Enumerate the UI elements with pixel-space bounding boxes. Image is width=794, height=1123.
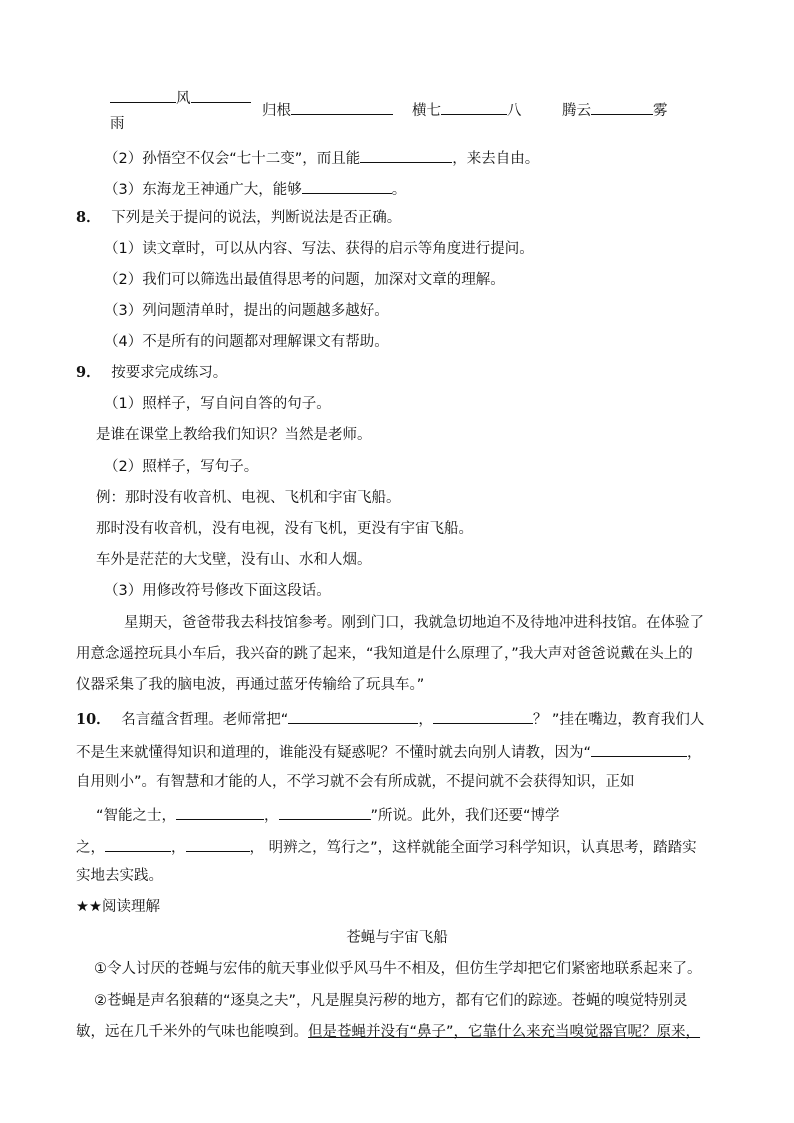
sub-question: （1）照样子，写自问自答的句子。 — [104, 396, 331, 412]
answer-blank[interactable] — [191, 86, 251, 103]
idiom-fill-line: 归根 — [262, 98, 393, 121]
answer-blank[interactable] — [360, 146, 452, 163]
list-item: （4）不是所有的问题都对理解课文有帮助。 — [104, 334, 389, 350]
underlined-sentence: 但是苍蝇并没有“鼻子”，它靠什么来充当嗅觉器官呢？原来， — [308, 1024, 701, 1040]
answer-blank[interactable] — [433, 707, 533, 724]
answer-blank[interactable] — [176, 803, 264, 820]
answer-blank[interactable] — [279, 803, 371, 820]
answer-blank[interactable] — [110, 86, 176, 103]
list-item: （3）列问题清单时，提出的问题越多越好。 — [104, 303, 389, 319]
reading-title: 苍蝇与宇宙飞船 — [346, 930, 448, 946]
question-10-line: “智能之士， ， ”所说。此外，我们还要“博学 — [96, 803, 560, 826]
answer-blank[interactable] — [186, 835, 250, 852]
edit-paragraph-line: 仪器采集了我的脑电波，再通过蓝牙传输给了玩具车。” — [76, 677, 425, 693]
question-10-line: 自用则小”。有智慧和才能的人，不学习就不会有所成就，不提问就不会获得知识，正如 — [76, 774, 635, 790]
edit-paragraph-line: 用意念遥控玩具小车后，我兴奋的跳了起来，“我知道是什么原理了，”我大声对爸爸说戴在头上的 — [76, 646, 693, 662]
answer-blank[interactable] — [291, 98, 393, 115]
answer-blank[interactable] — [302, 177, 392, 194]
question-8: 8． 下列是关于提问的说法，判断说法是否正确。 — [76, 209, 402, 226]
question-10-line: 不是生来就懂得知识和道理的，谁能没有疑惑呢？不懂时就去向别人请教，因为“ ， — [76, 740, 702, 763]
question-number: 8． — [76, 209, 101, 226]
question-7-3: （3）东海龙王神通广大，能够 。 — [104, 177, 406, 200]
answer-blank[interactable] — [591, 98, 653, 115]
example-sentence: 例：那时没有收音机、电视、飞机和宇宙飞船。 — [96, 490, 401, 506]
list-item: （2）我们可以筛选出最值得思考的问题，加深对文章的理解。 — [104, 272, 505, 288]
list-item: （1）读文章时，可以从内容、写法、获得的启示等角度进行提问。 — [104, 241, 534, 257]
answer-blank[interactable] — [591, 740, 687, 757]
example-sentence: 那时没有收音机，没有电视，没有飞机，更没有宇宙飞船。 — [96, 521, 473, 537]
question-10-line: 实地去实践。 — [76, 868, 163, 884]
answer-blank[interactable] — [288, 707, 418, 724]
question-10: 10． 名言蕴含哲理。老师常把“ ， ？ ”挂在嘴边，教育我们人 — [76, 707, 704, 730]
sub-question: （3）用修改符号修改下面这段话。 — [104, 583, 331, 599]
question-number: 9． — [76, 364, 101, 381]
idiom-fill-line: 腾云 雾 — [562, 98, 668, 121]
answer-blank[interactable] — [105, 835, 171, 852]
edit-paragraph-line: 星期天，爸爸带我去科技馆参考。刚到门口，我就急切地迫不及待地冲进科技馆。在体验了 — [124, 615, 704, 631]
section-heading: ★★阅读理解 — [76, 899, 160, 915]
reading-paragraph: ②苍蝇是声名狼藉的“逐臭之夫”，凡是腥臭污秽的地方，都有它们的踪迹。苍蝇的嗅觉特别灵 — [94, 993, 688, 1009]
idiom-char: 风 — [176, 91, 191, 107]
sub-question: （2）照样子，写句子。 — [104, 459, 259, 475]
idiom-char: 雨 — [110, 116, 125, 132]
question-10-line: 之， ， ， 明辨之，笃行之”，这样就能全面学习科学知识，认真思考，踏踏实 — [76, 835, 697, 858]
question-number: 10． — [76, 711, 111, 728]
reading-paragraph: 敏，远在几千米外的气味也能嗅到。但是苍蝇并没有“鼻子”，它靠什么来充当嗅觉器官呢？原来， — [76, 1024, 701, 1040]
practice-sentence: 车外是茫茫的大戈壁，没有山、水和人烟。 — [96, 552, 372, 568]
idiom-fill-line — [110, 86, 251, 109]
question-7-2: （2）孙悟空不仅会“七十二变”，而且能 ，来去自由。 — [104, 146, 539, 169]
example-sentence: 是谁在课堂上教给我们知识？当然是老师。 — [96, 427, 372, 443]
reading-paragraph: ①令人讨厌的苍蝇与宏伟的航天事业似乎风马牛不相及，但仿生学却把它们紧密地联系起来了。 — [94, 961, 702, 977]
question-9: 9． 按要求完成练习。 — [76, 364, 228, 381]
idiom-fill-line: 横七 八 — [412, 98, 522, 121]
answer-blank[interactable] — [441, 98, 507, 115]
